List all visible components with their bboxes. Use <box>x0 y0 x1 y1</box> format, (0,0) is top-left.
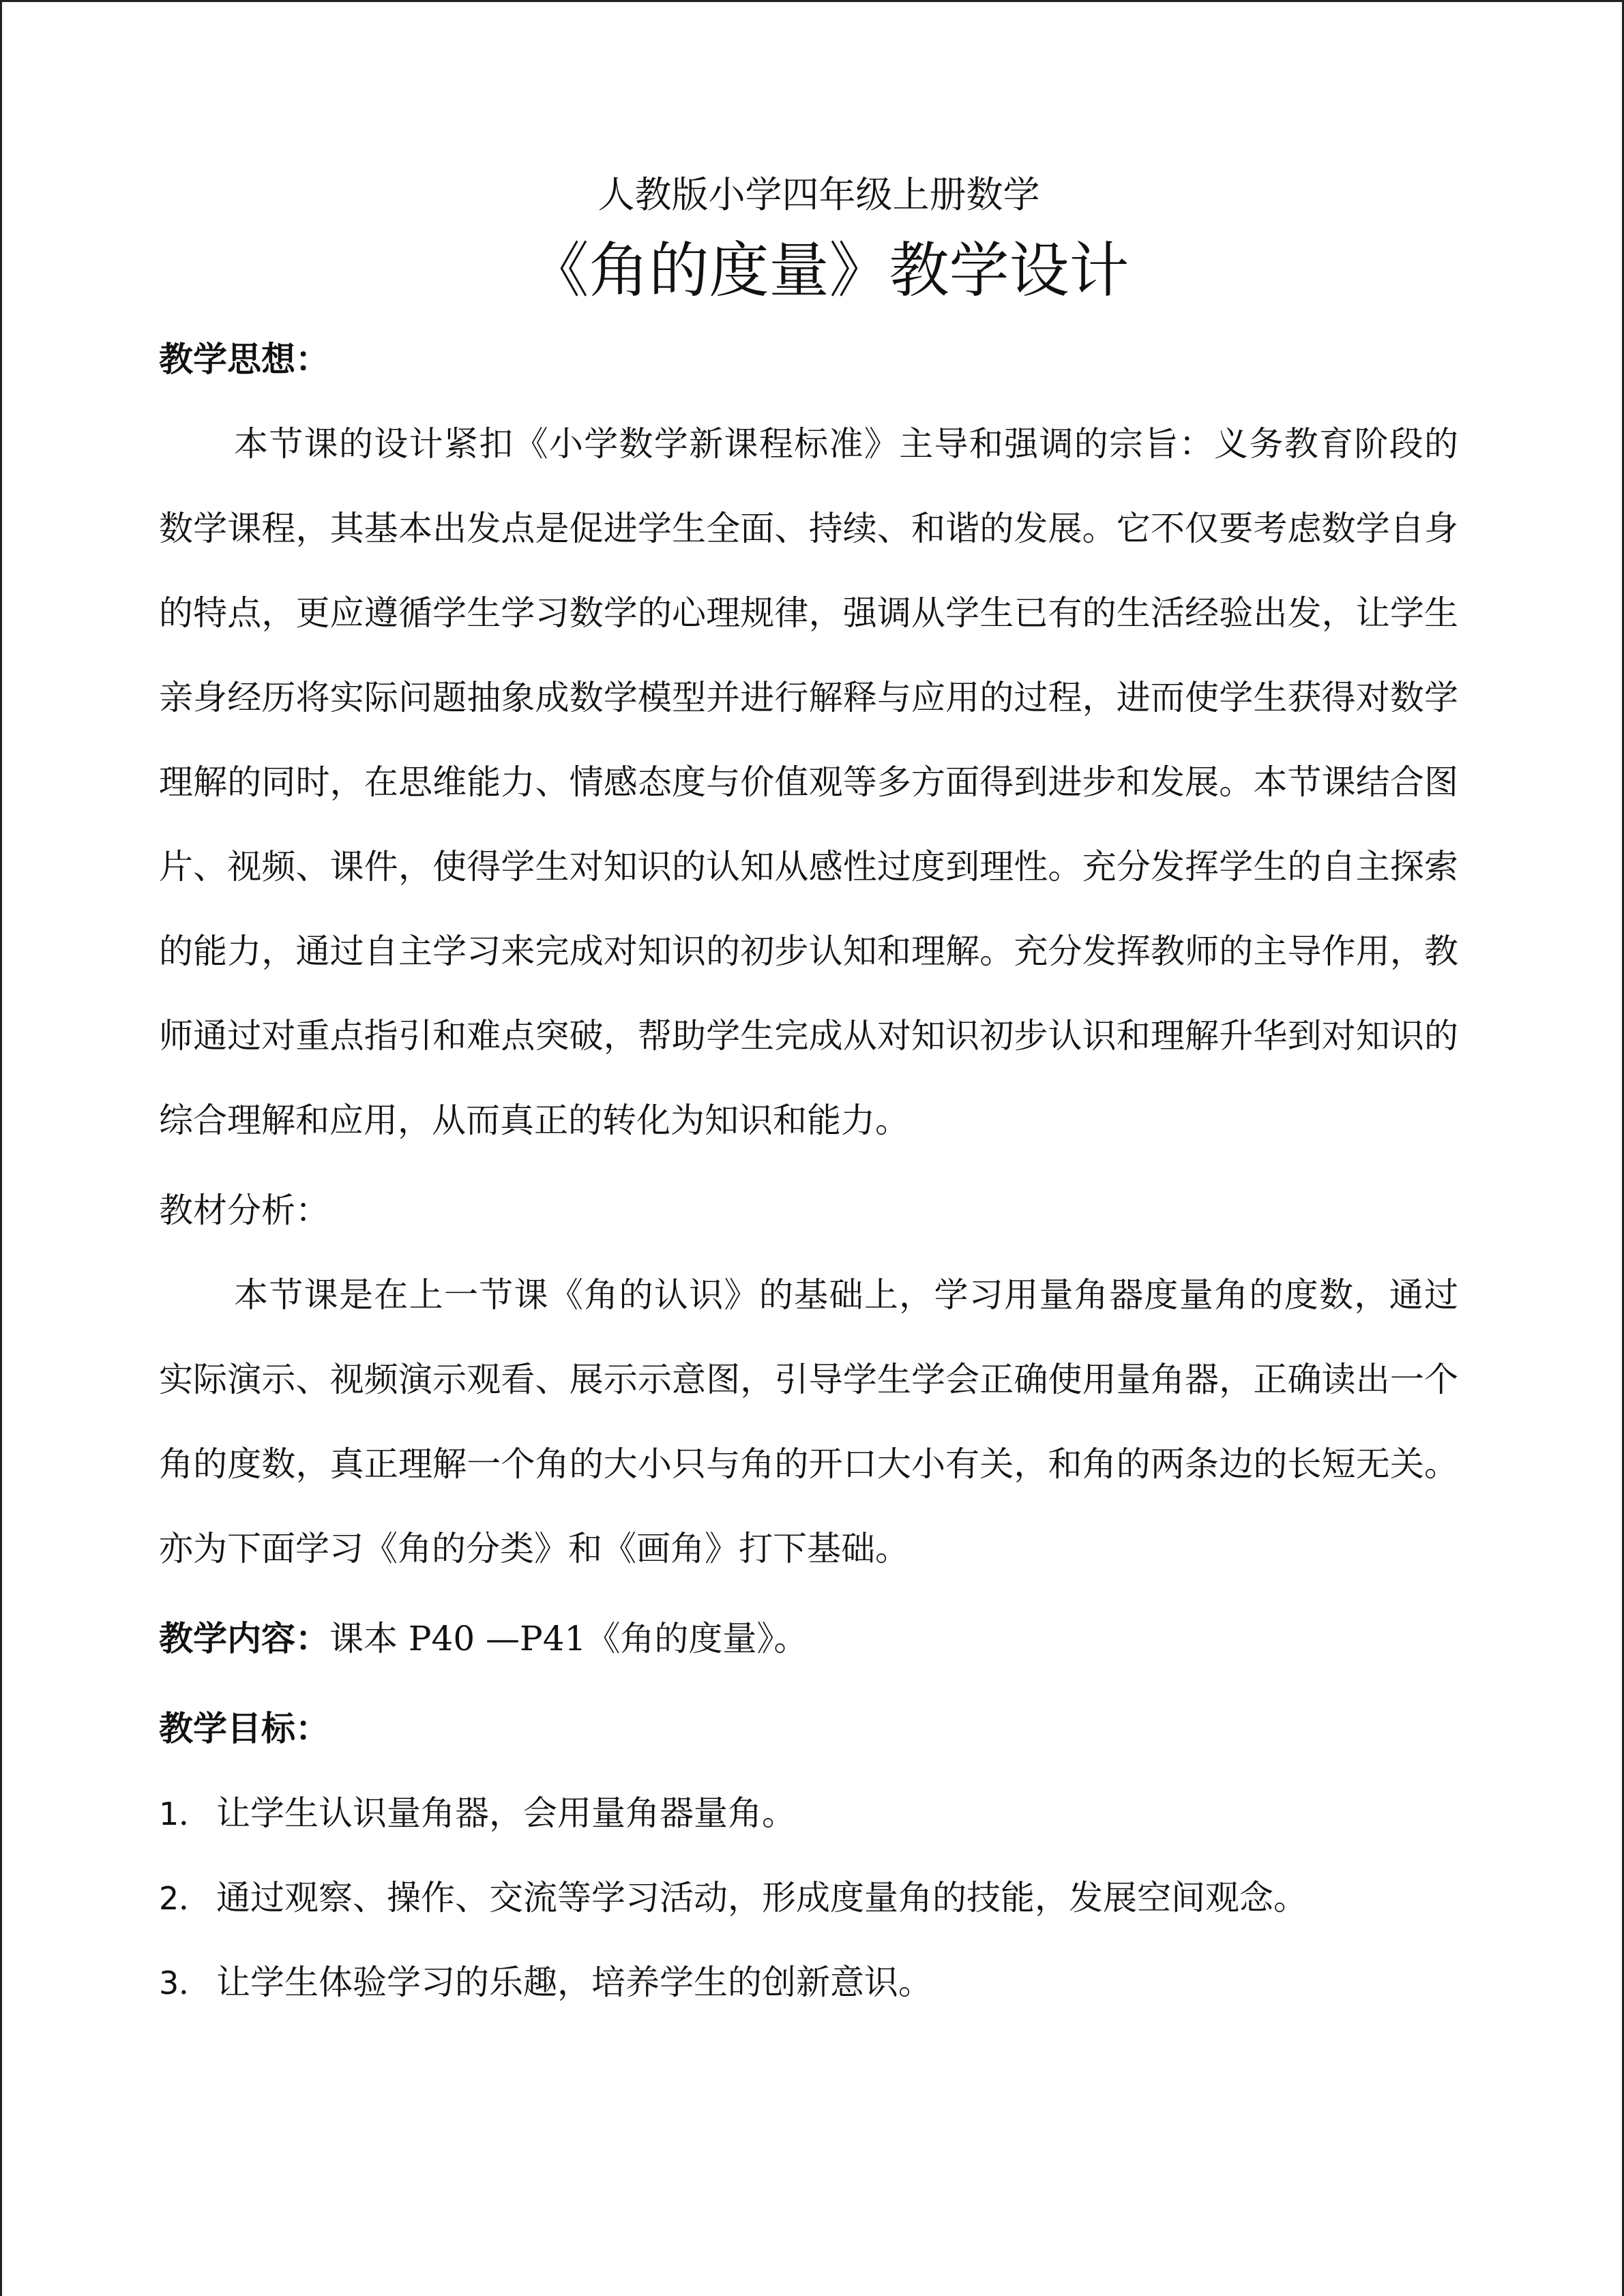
section-heading-goals: 教学目标： <box>159 1708 329 1748</box>
document-content <box>159 167 1458 2025</box>
document-title: 《角的度量》教学设计 <box>529 235 1130 305</box>
list-item <box>159 1771 1458 1855</box>
section-heading-content: 教学内容： <box>159 1618 329 1658</box>
list-item <box>159 1940 1458 2025</box>
list-item-number: 1． <box>159 1795 211 1832</box>
section-body-analysis: 本节课是在上一节课《角的认识》的基础上，学习用量角器度量角的度数，通过实际演示、视频演示观看、展示示意图，引导学生学会正确使用量角器，正确读出一个角的度数，真正理解一个角的大小只与角的开口大小有关，和角的两条边的长短无关。亦为下面学习《角的分类》和《画角》打下基础。 <box>159 1275 1458 1568</box>
goals-list <box>159 1771 1458 2025</box>
section-body-philosophy: 本节课的设计紧扣《小学数学新课程标准》主导和强调的宗旨：义务教育阶段的数学课程，其基本出发点是促进学生全面、持续、和谐的发展。它不仅要考虑数学自身的特点，更应遵循学生学习数学的心理规律，强调从学生已有的生活经验出发，让学生亲身经历将实际问题抽象成数学模型并进行解释与应用的过程，进而使学生获得对数学理解的同时，在思维能力、情感态度与价值观等多方面得到进步和发展。本节课结合图片、视频、课件，使得学生对知识的认知从感性过度到理性。充分发挥学生的自主探索的能力，通过自主学习来完成对知识的初步认知和理解。充分发挥教师的主导作用，教师通过对重点指引和难点突破，帮助学生完成从对知识初步认识和理解升华到对知识的综合理解和应用，从而真正的转化为知识和能力。 <box>159 424 1458 1140</box>
list-item-text: 让学生认识量角器，会用量角器量角。 <box>216 1793 796 1833</box>
section-heading-philosophy: 教学思想： <box>159 339 329 379</box>
document-subtitle: 人教版小学四年级上册数学 <box>597 173 1040 216</box>
list-item-text: 通过观察、操作、交流等学习活动，形成度量角的技能，发展空间观念。 <box>216 1878 1308 1918</box>
section-heading-analysis: 教材分析： <box>159 1191 329 1230</box>
list-item-number: 2． <box>159 1880 211 1917</box>
section-content-line <box>159 1596 1458 1681</box>
list-item-text: 让学生体验学习的乐趣，培养学生的创新意识。 <box>216 1963 932 2002</box>
section-value-content: 课本 P40 —P41《角的度量》。 <box>329 1619 808 1658</box>
list-item-number: 3． <box>159 1965 211 2001</box>
list-item <box>159 1855 1458 1940</box>
